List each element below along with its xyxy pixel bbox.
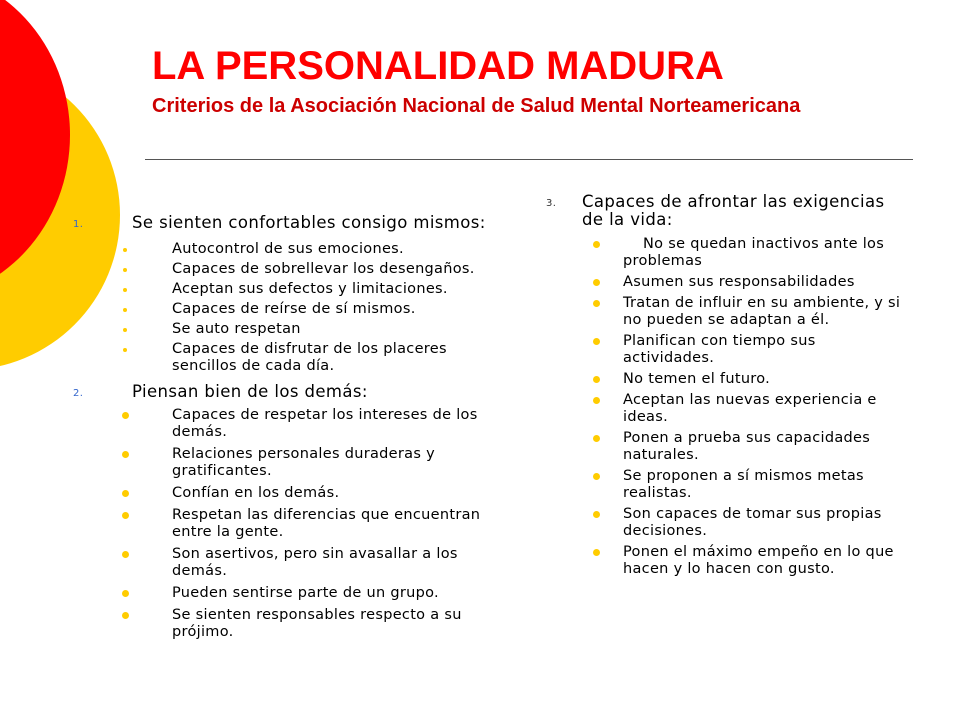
list-item: Se auto respetan	[70, 321, 515, 338]
list-item: Capaces de sobrellevar los desengaños.	[70, 261, 515, 278]
bullet-dot-icon	[122, 451, 129, 458]
list-item: Respetan las diferencias que encuentran entre la gente.	[70, 507, 515, 541]
list-item: Son asertivos, pero sin avasallar a los demás.	[70, 546, 515, 580]
section-3-list	[545, 236, 905, 578]
bullet-dot-icon	[123, 308, 127, 312]
list-item: Pueden sentirse parte de un grupo.	[70, 585, 515, 602]
section-number-3: 3.	[546, 198, 557, 209]
list-item: Tratan de influir en su ambiente, y si no pueden se adaptan a él.	[545, 295, 905, 329]
list-item: Aceptan las nuevas experiencia e ideas.	[545, 392, 905, 426]
bullet-dot-icon	[593, 435, 600, 442]
section-heading-2	[70, 383, 515, 401]
list-item: Aceptan sus defectos y limitaciones.	[70, 281, 515, 298]
section-1-list	[70, 241, 515, 375]
list-item: Capaces de respetar los intereses de los demás.	[70, 407, 515, 441]
list-item: Ponen el máximo empeño en lo que hacen y lo hacen con gusto.	[545, 544, 905, 578]
list-item: Capaces de disfrutar de los placeres sencillos de cada día.	[70, 341, 515, 375]
list-item: No se quedan inactivos ante los problemas	[545, 236, 905, 270]
bullet-dot-icon	[123, 348, 127, 352]
list-item: Ponen a prueba sus capacidades naturales.	[545, 430, 905, 464]
bullet-dot-icon	[122, 512, 129, 519]
bullet-dot-icon	[123, 288, 127, 292]
bullet-dot-icon	[123, 328, 127, 332]
bullet-dot-icon	[593, 549, 600, 556]
bullet-dot-icon	[123, 248, 127, 252]
list-item: Relaciones personales duraderas y gratificantes.	[70, 446, 515, 480]
bullet-dot-icon	[122, 490, 129, 497]
bullet-dot-icon	[593, 473, 600, 480]
list-item: Planifican con tiempo sus actividades.	[545, 333, 905, 367]
list-item: Asumen sus responsabilidades	[545, 274, 905, 291]
left-column	[70, 214, 515, 646]
bullet-dot-icon	[593, 241, 600, 248]
bullet-dot-icon	[123, 268, 127, 272]
section-2-list	[70, 407, 515, 641]
section-number-2: 2.	[73, 388, 84, 399]
bullet-dot-icon	[593, 511, 600, 518]
bullet-dot-icon	[593, 300, 600, 307]
list-item: Autocontrol de sus emociones.	[70, 241, 515, 258]
section-heading-1	[70, 214, 515, 232]
bullet-dot-icon	[593, 397, 600, 404]
section-title-1: Se sienten confortables consigo mismos:	[132, 213, 486, 232]
section-heading-3	[545, 193, 905, 229]
section-title-3: Capaces de afrontar las exigencias de la vida:	[582, 192, 885, 229]
list-item: No temen el futuro.	[545, 371, 905, 388]
list-item: Se proponen a sí mismos metas realistas.	[545, 468, 905, 502]
bullet-dot-icon	[593, 338, 600, 345]
bullet-dot-icon	[122, 412, 129, 419]
bullet-dot-icon	[593, 279, 600, 286]
bullet-dot-icon	[122, 612, 129, 619]
bullet-dot-icon	[122, 590, 129, 597]
list-item: Confían en los demás.	[70, 485, 515, 502]
title-divider	[145, 159, 913, 160]
list-item: Son capaces de tomar sus propias decisiones.	[545, 506, 905, 540]
list-item: Capaces de reírse de sí mismos.	[70, 301, 515, 318]
slide-title: LA PERSONALIDAD MADURA	[152, 44, 724, 88]
slide-subtitle: Criterios de la Asociación Nacional de Salud Mental Norteamericana	[152, 95, 801, 117]
section-title-2: Piensan bien de los demás:	[132, 382, 368, 401]
right-column	[545, 193, 905, 582]
bullet-dot-icon	[122, 551, 129, 558]
list-item: Se sienten responsables respecto a su prójimo.	[70, 607, 515, 641]
section-number-1: 1.	[73, 219, 84, 230]
bullet-dot-icon	[593, 376, 600, 383]
